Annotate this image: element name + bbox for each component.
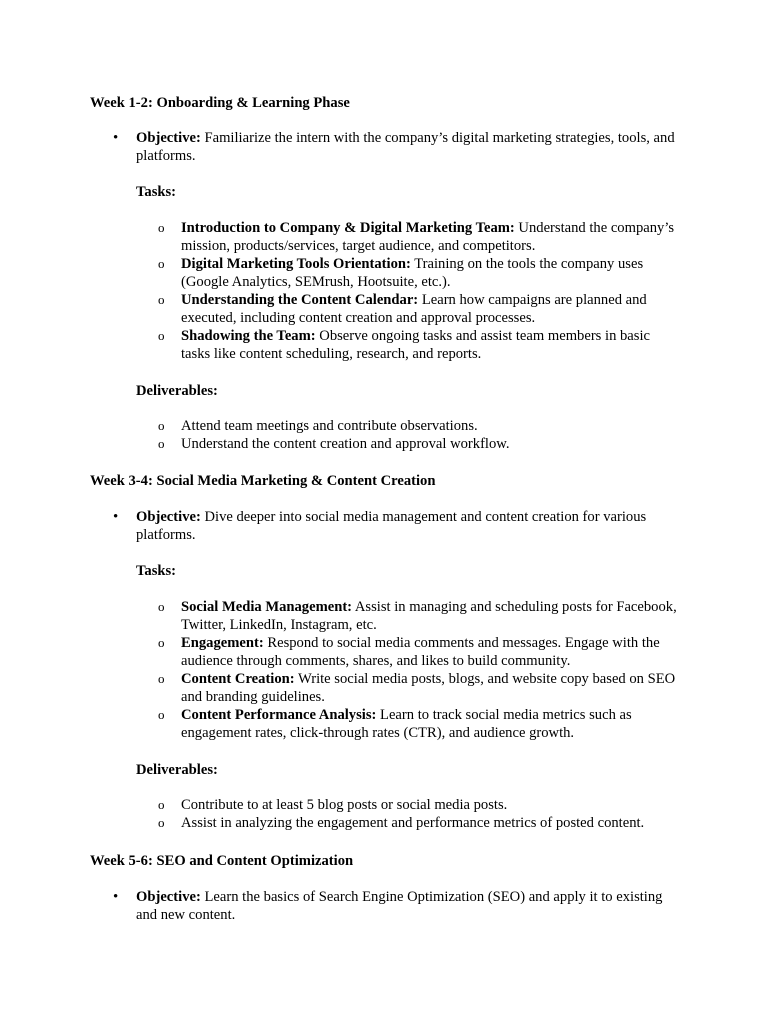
deliverable-text: Understand the content creation and approval workflow. bbox=[181, 436, 510, 452]
tasks-label: Tasks: bbox=[136, 184, 177, 200]
sub-bullet-marker: o bbox=[158, 635, 165, 650]
task-text: Training on the tools the company uses (Google Analytics, SEMrush, Hootsuite, etc.). bbox=[181, 256, 644, 290]
task-label: Introduction to Company & Digital Marketing Team: bbox=[181, 220, 515, 236]
sub-bullet-marker: o bbox=[158, 418, 165, 433]
sub-bullet-marker: o bbox=[158, 599, 165, 614]
task-label: Content Creation: bbox=[181, 671, 295, 687]
task-text: Learn how campaigns are planned and executed, including content creation and approval processes. bbox=[181, 292, 647, 326]
sub-bullet-marker: o bbox=[158, 292, 165, 307]
task-label: Social Media Management: bbox=[181, 599, 353, 615]
task-text: Understand the company’s mission, products/services, target audience, and competitors. bbox=[181, 220, 675, 254]
bullet-marker: • bbox=[113, 130, 119, 146]
task-text: Learn to track social media metrics such as engagement rates, click-through rates (CTR), and audience growth. bbox=[181, 707, 632, 741]
task-text: Write social media posts, blogs, and website copy based on SEO and branding guidelines. bbox=[181, 671, 676, 705]
tasks-label: Tasks: bbox=[136, 563, 177, 579]
task-label: Understanding the Content Calendar: bbox=[181, 292, 419, 308]
sub-bullet-marker: o bbox=[158, 815, 165, 830]
section-heading: Week 1-2: Onboarding & Learning Phase bbox=[90, 95, 350, 111]
objective-text: Dive deeper into social media management and content creation for various platforms. bbox=[136, 509, 647, 543]
sub-bullet-marker: o bbox=[158, 436, 165, 451]
sub-bullet-marker: o bbox=[158, 671, 165, 686]
bullet-marker: • bbox=[113, 889, 119, 905]
sub-bullet-marker: o bbox=[158, 797, 165, 812]
bullet-marker: • bbox=[113, 509, 119, 525]
task-text: Respond to social media comments and messages. Engage with the audience through comments, shares, and likes to build community. bbox=[181, 635, 660, 669]
deliverables-label: Deliverables: bbox=[136, 383, 218, 399]
objective-text: Familiarize the intern with the company’s digital marketing strategies, tools, and platforms. bbox=[136, 130, 675, 164]
section-heading: Week 3-4: Social Media Marketing & Content Creation bbox=[90, 473, 436, 489]
sub-bullet-marker: o bbox=[158, 220, 165, 235]
task-text: Observe ongoing tasks and assist team members in basic tasks like content scheduling, research, and reports. bbox=[181, 328, 650, 362]
objective-label: Objective: bbox=[136, 889, 201, 905]
deliverable-text: Attend team meetings and contribute observations. bbox=[181, 418, 478, 434]
objective-text: Learn the basics of Search Engine Optimization (SEO) and apply it to existing and new content. bbox=[136, 889, 663, 923]
section-heading: Week 5-6: SEO and Content Optimization bbox=[90, 853, 354, 869]
deliverables-label: Deliverables: bbox=[136, 762, 218, 778]
task-label: Digital Marketing Tools Orientation: bbox=[181, 256, 411, 272]
deliverable-text: Assist in analyzing the engagement and performance metrics of posted content. bbox=[181, 815, 645, 831]
task-label: Engagement: bbox=[181, 635, 264, 651]
task-label: Shadowing the Team: bbox=[181, 328, 316, 344]
task-label: Content Performance Analysis: bbox=[181, 707, 377, 723]
task-text: Assist in managing and scheduling posts for Facebook, Twitter, LinkedIn, Instagram, etc. bbox=[181, 599, 677, 633]
sub-bullet-marker: o bbox=[158, 707, 165, 722]
objective-label: Objective: bbox=[136, 130, 201, 146]
sub-bullet-marker: o bbox=[158, 328, 165, 343]
deliverable-text: Contribute to at least 5 blog posts or social media posts. bbox=[181, 797, 508, 813]
sub-bullet-marker: o bbox=[158, 256, 165, 271]
objective-label: Objective: bbox=[136, 509, 201, 525]
